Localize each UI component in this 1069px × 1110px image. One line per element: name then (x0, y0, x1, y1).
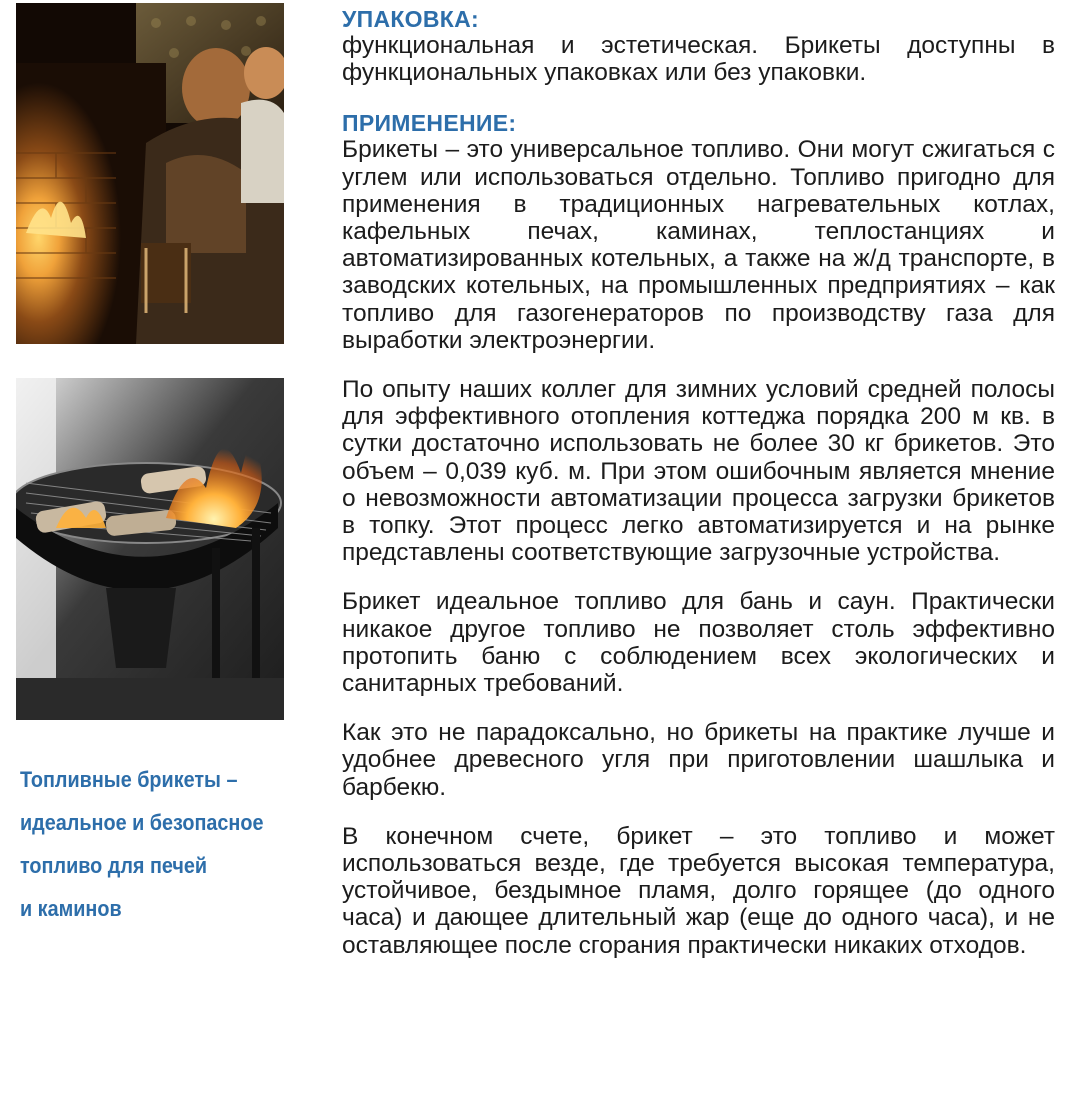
application-paragraph: Брикет идеальное топливо для бань и саун. Практически никакое другое топливо не позволяет столь эффективно протопить баню с соблюдением всех экологических и санитарных требований. (342, 588, 1055, 698)
grill-illustration (16, 378, 284, 720)
photo-caption (20, 758, 290, 930)
caption-line: идеальное и безопасное (20, 810, 264, 835)
grill-photo (16, 378, 284, 720)
packaging-text: функциональная и эстетическая. Брикеты доступны в функциональных упаковках или без упаковки. (342, 32, 1055, 87)
application-heading: ПРИМЕНЕНИЕ: (342, 110, 517, 137)
caption-line: Топливные брикеты – (20, 767, 238, 792)
application-paragraph: Как это не парадоксально, но брикеты на практике лучше и удобнее древесного угля при приготовлении шашлыка и барбекю. (342, 719, 1055, 801)
caption-line: и каминов (20, 896, 122, 921)
fireplace-illustration (16, 3, 284, 344)
packaging-heading: УПАКОВКА: (342, 6, 479, 32)
caption-line: топливо для печей (20, 853, 208, 878)
main-text-column (342, 6, 1055, 959)
application-paragraph: В конечном счете, брикет – это топливо и может использоваться везде, где требуется высокая температура, устойчивое, бездымное пламя, долго горящее (до одного часа) и дающее длительный жар (еще до одного часа), и не оставляющее после сгорания практически никаких отходов. (342, 822, 1055, 959)
application-paragraph: По опыту наших коллег для зимних условий средней полосы для эффективного отопления коттеджа порядка 200 м кв. в сутки достаточно использовать не более 30 кг брикетов. Это объем – 0,039 куб. м. При этом ошибочным является мнение о невозможности автоматизации процесса загрузки брикетов в топку. Этот процесс легко автоматизируется и на рынке представлены соответствующие загрузочные устройства. (342, 376, 1055, 567)
application-paragraph: Брикеты – это универсальное топливо. Они могут сжигаться с углем или использоваться отдельно. Топливо пригодно для применения в традиционных нагревательных котлах, кафельных печах, каминах, теплостанциях и автоматизированных котельных, а также на ж/д транспорте, в заводских котельных, на промышленных предприятиях – как топливо для газогенераторов по производству газа для выработки электроэнергии. (342, 136, 1055, 354)
fireplace-photo (16, 3, 284, 344)
